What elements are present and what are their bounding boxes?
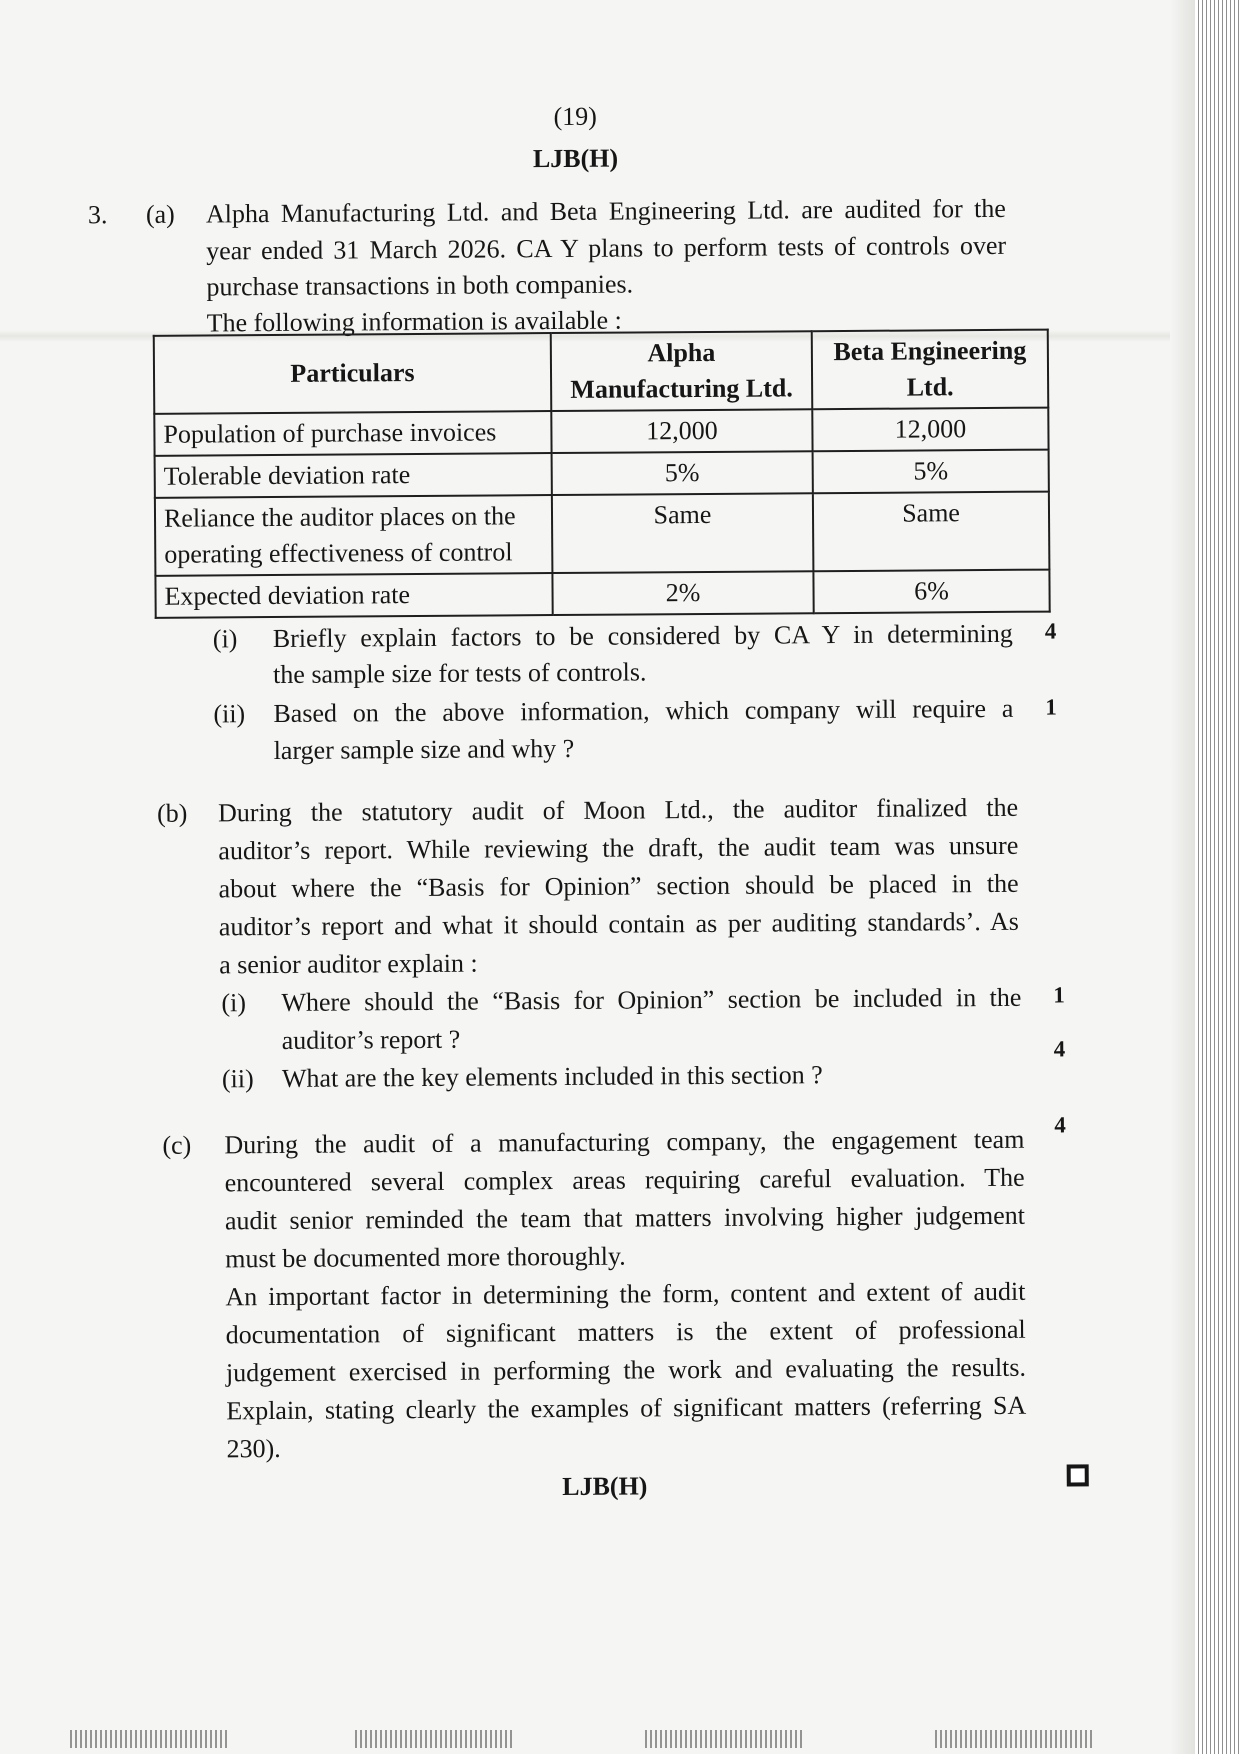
part-a-line-1: Alpha Manufacturing Ltd. and Beta Engineering Ltd. are audited for the — [205, 193, 1006, 229]
part-c-line-1: During the audit of a manufacturing company, the engagement team — [224, 1124, 1025, 1160]
comparison-table — [153, 329, 1051, 619]
part-c-line-9: 230). — [226, 1433, 281, 1464]
part-b-line-3: about where the “Basis for Opinion” section should be placed in the — [218, 868, 1019, 904]
marks-c: 4 — [1054, 1112, 1066, 1138]
table-cell: 5% — [551, 451, 812, 495]
table-cell: Same — [813, 492, 1049, 572]
question-number: 3. — [87, 200, 108, 230]
part-c-line-8: Explain, stating clearly the examples of significant matters (referring SA — [226, 1390, 1027, 1426]
table-cell: Tolerable deviation rate — [155, 453, 552, 498]
scan-smudge — [645, 1730, 805, 1748]
table-row — [154, 408, 1048, 456]
paper-code-header: LJB(H) — [532, 143, 619, 174]
part-b-line-1: During the statutory audit of Moon Ltd., the auditor finalized the — [217, 792, 1019, 828]
part-c-line-4: must be documented more thoroughly. — [225, 1241, 626, 1274]
part-b-sub-ii-line-1: What are the key elements included in this section ? — [281, 1060, 823, 1093]
part-a-sub-ii-line-1: Based on the above information, which company will require a — [273, 693, 1014, 728]
table-cell: 12,000 — [812, 408, 1048, 452]
part-a-sub-ii-line-2: larger sample size and why ? — [273, 733, 575, 765]
part-c-line-5: An important factor in determining the form, content and extent of audit — [225, 1276, 1026, 1312]
part-b-sub-i-line-1: Where should the “Basis for Opinion” section be included in the — [281, 982, 1022, 1017]
table-header-row — [154, 330, 1049, 414]
scan-smudge — [355, 1730, 515, 1748]
table-row — [155, 450, 1049, 498]
table-cell: Reliance the auditor places on the operating effectiveness of control — [155, 495, 552, 576]
part-b-line-2: auditor’s report. While reviewing the draft, the audit team was unsure — [218, 830, 1019, 866]
part-a-sub-i-label: (i) — [212, 624, 238, 654]
table-cell: 6% — [813, 570, 1049, 614]
part-b-line-4: auditor’s report and what it should contain as per auditing standards’. As — [218, 906, 1019, 942]
end-of-question-box-icon — [1067, 1464, 1089, 1486]
part-a-sub-i-line-1: Briefly explain factors to be considered by CA Y in determining — [272, 618, 1013, 654]
part-a-line-2: year ended 31 March 2026. CA Y plans to perform tests of controls over — [206, 230, 1007, 266]
part-a-sub-i-line-2: the sample size for tests of controls. — [273, 657, 647, 689]
part-c-line-7: judgement exercised in performing the work and evaluating the results. — [225, 1352, 1027, 1388]
table-header-cell: Alpha Manufacturing Ltd. — [551, 331, 813, 411]
part-a-label: (a) — [145, 199, 175, 229]
scan-smudge — [70, 1730, 230, 1748]
table-cell: 2% — [552, 571, 813, 615]
part-b-sub-ii-label: (ii) — [221, 1064, 254, 1094]
table-cell: 5% — [813, 450, 1049, 494]
table-header-cell: Beta Engineering Ltd. — [812, 330, 1048, 410]
page-edge-stack — [1195, 0, 1240, 1754]
marks-b-i: 1 — [1053, 982, 1065, 1008]
part-c-line-3: audit senior reminded the team that matters involving higher judgement — [224, 1200, 1026, 1236]
paper-code-footer: LJB(H) — [562, 1471, 648, 1502]
marks-a-ii: 1 — [1045, 694, 1057, 720]
table-cell: Same — [552, 493, 814, 573]
marks-b-ii: 4 — [1053, 1036, 1066, 1062]
part-c-line-6: documentation of significant matters is the extent of professional — [225, 1314, 1026, 1350]
part-c-label: (c) — [162, 1130, 192, 1160]
part-b-sub-i-line-2: auditor’s report ? — [281, 1024, 461, 1055]
table-cell: 12,000 — [551, 409, 812, 453]
table-header-cell: Particulars — [154, 333, 551, 414]
part-b-label: (b) — [156, 798, 188, 828]
part-c-line-2: encountered several complex areas requiring careful evaluation. The — [224, 1162, 1025, 1198]
table-row — [155, 570, 1049, 618]
table-cell: Expected deviation rate — [155, 573, 552, 618]
part-a-line-3: purchase transactions in both companies. — [206, 269, 634, 302]
table-row — [155, 492, 1050, 576]
part-b-sub-i-label: (i) — [221, 988, 247, 1018]
table-cell: Population of purchase invoices — [154, 411, 551, 456]
part-a-sub-ii-label: (ii) — [213, 699, 246, 729]
page-number: (19) — [553, 101, 597, 132]
scan-smudge — [935, 1730, 1095, 1748]
marks-a-i: 4 — [1044, 618, 1057, 644]
part-a-line-4: The following information is available : — [206, 305, 622, 338]
part-b-line-5: a senior auditor explain : — [219, 948, 478, 980]
